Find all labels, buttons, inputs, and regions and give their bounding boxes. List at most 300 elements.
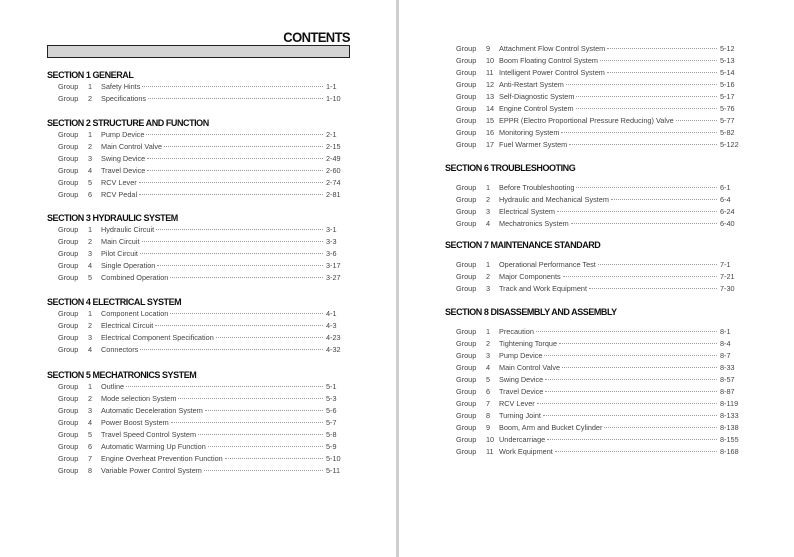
entry-title: Automatic Warming Up Function [101, 442, 206, 451]
entry-title: Intelligent Power Control System [499, 68, 605, 77]
toc-entry[interactable] [456, 284, 744, 294]
page-number: 5-8 [326, 430, 337, 439]
group-number: 6 [88, 442, 93, 451]
group-number: 11 [486, 447, 494, 456]
group-label: Group [456, 435, 477, 444]
group-label: Group [456, 68, 477, 77]
toc-entry[interactable] [58, 178, 350, 188]
group-label: Group [58, 333, 79, 342]
page-number: 3-3 [326, 237, 337, 246]
dot-leader [537, 403, 717, 404]
dot-leader [208, 446, 323, 447]
group-number: 4 [486, 363, 491, 372]
toc-entry[interactable] [456, 423, 744, 433]
group-label: Group [58, 82, 79, 91]
page-number: 6-1 [720, 183, 731, 192]
group-label: Group [456, 284, 477, 293]
toc-entry[interactable] [456, 351, 744, 361]
page-number: 4-1 [326, 309, 337, 318]
dot-leader [576, 187, 717, 188]
dot-leader [157, 265, 323, 266]
group-label: Group [58, 454, 79, 463]
page-number: 2-1 [326, 130, 337, 139]
entry-title: Combined Operation [101, 273, 169, 282]
dot-leader [571, 223, 717, 224]
page-number: 5-122 [720, 140, 739, 149]
group-label: Group [456, 140, 477, 149]
dot-leader [216, 337, 323, 338]
entry-title: Component Location [101, 309, 169, 318]
group-label: Group [58, 130, 79, 139]
entry-title: Engine Control System [499, 104, 574, 113]
dot-leader [607, 72, 717, 73]
dot-leader [139, 182, 323, 183]
entry-title: Variable Power Control System [101, 466, 202, 475]
entry-title: Outline [101, 382, 125, 391]
toc-entry[interactable] [456, 327, 744, 337]
page-number: 8-57 [720, 375, 735, 384]
group-number: 10 [486, 435, 495, 444]
entry-title: Mechatronics System [499, 219, 569, 228]
dot-leader [569, 144, 717, 145]
entry-title: Boom Floating Control System [499, 56, 598, 65]
group-number: 17 [486, 140, 495, 149]
toc-entry[interactable] [58, 166, 350, 176]
dot-leader [204, 470, 323, 471]
group-label: Group [58, 321, 79, 330]
group-number: 14 [486, 104, 495, 113]
page-number: 5-16 [720, 80, 735, 89]
group-label: Group [456, 351, 477, 360]
toc-entry[interactable] [456, 116, 744, 126]
dot-leader [148, 98, 323, 99]
dot-leader [576, 96, 717, 97]
toc-entry[interactable] [456, 128, 744, 138]
dot-leader [600, 60, 717, 61]
page-number: 8-168 [720, 447, 739, 456]
page-number: 2-60 [326, 166, 341, 175]
dot-leader [170, 277, 323, 278]
toc-entry[interactable] [58, 345, 350, 355]
toc-entry[interactable] [456, 375, 744, 385]
group-label: Group [456, 56, 477, 65]
group-number: 5 [88, 430, 93, 439]
dot-leader [561, 132, 717, 133]
entry-title: Main Control Valve [499, 363, 561, 372]
group-label: Group [58, 154, 79, 163]
group-label: Group [456, 339, 477, 348]
group-number: 3 [88, 406, 93, 415]
group-number: 15 [486, 116, 495, 125]
toc-entry[interactable] [456, 219, 744, 229]
entry-title: Boom, Arm and Bucket Cylinder [499, 423, 603, 432]
group-label: Group [456, 411, 477, 420]
group-label: Group [456, 447, 477, 456]
toc-entry[interactable] [456, 140, 744, 150]
section-heading: SECTION 5 MECHATRONICS SYSTEM [47, 370, 197, 380]
toc-entry[interactable] [456, 260, 744, 270]
group-number: 5 [486, 375, 491, 384]
title-bar [47, 45, 350, 58]
group-number: 2 [486, 339, 491, 348]
toc-entry[interactable] [58, 309, 350, 319]
group-number: 5 [88, 273, 93, 282]
dot-leader [198, 434, 323, 435]
page-number: 5-10 [326, 454, 341, 463]
page-number: 8-119 [720, 399, 739, 408]
dot-leader [146, 134, 323, 135]
dot-leader [142, 241, 323, 242]
page-number: 4-32 [326, 345, 341, 354]
dot-leader [545, 379, 717, 380]
dot-leader [576, 108, 717, 109]
toc-entry[interactable] [58, 142, 350, 152]
dot-leader [676, 120, 717, 121]
entry-title: EPPR (Electro Proportional Pressure Reducing) Valve [499, 116, 674, 125]
toc-entry[interactable] [58, 154, 350, 164]
entry-title: Operational Performance Test [499, 260, 596, 269]
group-number: 4 [486, 219, 491, 228]
toc-entry[interactable] [58, 382, 350, 392]
group-number: 5 [88, 178, 93, 187]
group-number: 3 [88, 249, 93, 258]
group-number: 1 [88, 82, 93, 91]
page-number: 3-27 [326, 273, 341, 282]
page-number: 5-13 [720, 56, 735, 65]
toc-entry[interactable] [456, 272, 744, 282]
group-label: Group [456, 387, 477, 396]
group-number: 3 [88, 154, 93, 163]
entry-title: Tightening Torque [499, 339, 558, 348]
toc-entry[interactable] [58, 82, 350, 92]
entry-title: Hydraulic Circuit [101, 225, 155, 234]
dot-leader [555, 451, 717, 452]
group-number: 3 [486, 207, 491, 216]
toc-entry[interactable] [58, 273, 350, 283]
dot-leader [139, 194, 323, 195]
group-label: Group [58, 261, 79, 270]
dot-leader [147, 170, 323, 171]
page-number: 3-6 [326, 249, 337, 258]
page-number: 2-74 [326, 178, 341, 187]
group-label: Group [456, 128, 477, 137]
toc-entry[interactable] [456, 447, 744, 457]
contents-title: CONTENTS [283, 29, 350, 46]
dot-leader [611, 199, 717, 200]
toc-entry[interactable] [456, 104, 744, 114]
group-label: Group [456, 207, 477, 216]
group-label: Group [58, 442, 79, 451]
page-number: 8-4 [720, 339, 731, 348]
entry-title: Travel Device [499, 387, 544, 396]
section-heading: SECTION 1 GENERAL [47, 70, 134, 80]
toc-entry[interactable] [456, 399, 744, 409]
entry-title: Specifications [101, 94, 147, 103]
page-number: 8-155 [720, 435, 739, 444]
toc-entry[interactable] [456, 363, 744, 373]
entry-title: RCV Lever [499, 399, 535, 408]
toc-entry[interactable] [58, 430, 350, 440]
group-number: 2 [486, 272, 491, 281]
entry-title: Precaution [499, 327, 534, 336]
dot-leader [171, 422, 323, 423]
entry-title: Engine Overheat Prevention Function [101, 454, 223, 463]
toc-entry[interactable] [58, 94, 350, 104]
group-label: Group [58, 94, 79, 103]
page-number: 5-7 [326, 418, 337, 427]
toc-entry[interactable] [456, 68, 744, 78]
page-number: 3-17 [326, 261, 341, 270]
page-number: 8-33 [720, 363, 735, 372]
group-label: Group [58, 225, 79, 234]
entry-title: Pump Device [499, 351, 543, 360]
entry-title: Fuel Warmer System [499, 140, 568, 149]
toc-entry[interactable] [58, 333, 350, 343]
dot-leader [140, 349, 323, 350]
group-number: 13 [486, 92, 495, 101]
group-number: 1 [88, 130, 93, 139]
group-label: Group [456, 327, 477, 336]
toc-entry[interactable] [456, 92, 744, 102]
page-number: 2-15 [326, 142, 341, 151]
entry-title: Swing Device [499, 375, 544, 384]
group-label: Group [456, 260, 477, 269]
group-label: Group [58, 309, 79, 318]
group-number: 11 [486, 68, 494, 77]
entry-title: Travel Speed Control System [101, 430, 197, 439]
dot-leader [156, 229, 323, 230]
dot-leader [147, 158, 323, 159]
entry-title: Travel Device [101, 166, 146, 175]
group-number: 2 [486, 195, 491, 204]
group-number: 4 [88, 345, 93, 354]
toc-entry[interactable] [58, 249, 350, 259]
group-number: 3 [486, 284, 491, 293]
group-number: 8 [88, 466, 93, 475]
group-label: Group [456, 80, 477, 89]
dot-leader [155, 325, 323, 326]
entry-title: Major Components [499, 272, 561, 281]
group-label: Group [58, 382, 79, 391]
group-number: 1 [88, 309, 93, 318]
group-number: 1 [88, 382, 93, 391]
toc-entry[interactable] [456, 44, 744, 54]
dot-leader [562, 367, 717, 368]
entry-title: Attachment Flow Control System [499, 44, 606, 53]
dot-leader [544, 355, 717, 356]
group-label: Group [58, 466, 79, 475]
entry-title: Electrical System [499, 207, 555, 216]
group-label: Group [456, 219, 477, 228]
entry-title: RCV Lever [101, 178, 137, 187]
page-number: 7-21 [720, 272, 735, 281]
entry-title: Mode selection System [101, 394, 177, 403]
toc-entry[interactable] [58, 466, 350, 476]
group-number: 12 [486, 80, 495, 89]
group-label: Group [456, 44, 477, 53]
group-number: 6 [486, 387, 491, 396]
dot-leader [536, 331, 717, 332]
group-number: 1 [486, 260, 491, 269]
group-number: 1 [486, 183, 491, 192]
group-number: 2 [88, 237, 93, 246]
page-number: 5-12 [720, 44, 735, 53]
group-label: Group [456, 399, 477, 408]
group-label: Group [58, 237, 79, 246]
page-number: 4-23 [326, 333, 341, 342]
entry-title: Before Troubleshooting [499, 183, 575, 192]
group-number: 2 [88, 94, 93, 103]
toc-entry[interactable] [58, 406, 350, 416]
group-number: 1 [88, 225, 93, 234]
toc-entry[interactable] [58, 237, 350, 247]
entry-title: Undercarriage [499, 435, 546, 444]
group-number: 3 [88, 333, 93, 342]
toc-entry[interactable] [456, 435, 744, 445]
group-label: Group [456, 195, 477, 204]
page-number: 6-4 [720, 195, 731, 204]
group-label: Group [58, 166, 79, 175]
group-label: Group [58, 394, 79, 403]
entry-title: Anti-Restart System [499, 80, 564, 89]
entry-title: Electrical Component Specification [101, 333, 214, 342]
entry-title: Main Control Valve [101, 142, 163, 151]
page-number: 5-6 [326, 406, 337, 415]
group-label: Group [456, 116, 477, 125]
group-label: Group [58, 406, 79, 415]
entry-title: Connectors [101, 345, 139, 354]
page-number: 5-11 [326, 466, 341, 475]
toc-entry[interactable] [456, 80, 744, 90]
entry-title: Self-Diagnostic System [499, 92, 575, 101]
group-label: Group [58, 418, 79, 427]
group-label: Group [58, 142, 79, 151]
group-number: 7 [88, 454, 93, 463]
left-page [0, 0, 396, 557]
page-number: 8-138 [720, 423, 739, 432]
entry-title: Swing Device [101, 154, 146, 163]
dot-leader [170, 313, 323, 314]
entry-title: Safety Hints [101, 82, 141, 91]
group-label: Group [456, 183, 477, 192]
group-number: 3 [486, 351, 491, 360]
right-page [399, 0, 794, 557]
page-number: 8-133 [720, 411, 739, 420]
page-number: 3-1 [326, 225, 337, 234]
group-label: Group [456, 423, 477, 432]
toc-entry[interactable] [58, 442, 350, 452]
section-heading: SECTION 8 DISASSEMBLY AND ASSEMBLY [445, 307, 617, 317]
group-number: 2 [88, 142, 93, 151]
entry-title: RCV Pedal [101, 190, 138, 199]
page-number: 7-30 [720, 284, 735, 293]
group-label: Group [456, 375, 477, 384]
toc-entry[interactable] [456, 339, 744, 349]
dot-leader [604, 427, 717, 428]
toc-entry[interactable] [58, 190, 350, 200]
page-number: 6-40 [720, 219, 735, 228]
dot-leader [563, 276, 717, 277]
entry-title: Monitoring System [499, 128, 560, 137]
toc-entry[interactable] [58, 261, 350, 271]
section-heading: SECTION 2 STRUCTURE AND FUNCTION [47, 118, 209, 128]
dot-leader [142, 86, 323, 87]
toc-entry[interactable] [456, 183, 744, 193]
toc-entry[interactable] [58, 225, 350, 235]
entry-title: Work Equipment [499, 447, 553, 456]
group-number: 6 [88, 190, 93, 199]
dot-leader [178, 398, 323, 399]
toc-entry[interactable] [58, 418, 350, 428]
group-label: Group [58, 178, 79, 187]
toc-entry[interactable] [58, 321, 350, 331]
entry-title: Pilot Circuit [101, 249, 138, 258]
page-number: 8-87 [720, 387, 735, 396]
toc-entry[interactable] [58, 394, 350, 404]
group-number: 7 [486, 399, 491, 408]
page-number: 8-7 [720, 351, 731, 360]
group-number: 4 [88, 166, 93, 175]
toc-entry[interactable] [456, 207, 744, 217]
group-label: Group [456, 272, 477, 281]
page-number: 5-76 [720, 104, 735, 113]
dot-leader [225, 458, 323, 459]
entry-title: Hydraulic and Mechanical System [499, 195, 609, 204]
toc-entry[interactable] [58, 130, 350, 140]
entry-title: Single Operation [101, 261, 156, 270]
group-label: Group [58, 190, 79, 199]
group-label: Group [456, 363, 477, 372]
page-number: 6-24 [720, 207, 735, 216]
section-heading: SECTION 4 ELECTRICAL SYSTEM [47, 297, 182, 307]
group-number: 8 [486, 411, 491, 420]
group-number: 10 [486, 56, 495, 65]
page-number: 5-14 [720, 68, 735, 77]
dot-leader [545, 391, 717, 392]
page-number: 2-81 [326, 190, 341, 199]
page-number: 7-1 [720, 260, 731, 269]
dot-leader [589, 288, 717, 289]
group-number: 9 [486, 44, 491, 53]
entry-title: Automatic Deceleration System [101, 406, 203, 415]
group-label: Group [58, 273, 79, 282]
dot-leader [547, 439, 717, 440]
toc-entry[interactable] [456, 387, 744, 397]
group-number: 4 [88, 418, 93, 427]
dot-leader [205, 410, 323, 411]
entry-title: Power Boost System [101, 418, 169, 427]
group-number: 9 [486, 423, 491, 432]
dot-leader [543, 415, 717, 416]
toc-entry[interactable] [456, 195, 744, 205]
group-number: 2 [88, 394, 93, 403]
entry-title: Pump Device [101, 130, 145, 139]
toc-entry[interactable] [456, 56, 744, 66]
group-number: 2 [88, 321, 93, 330]
page-number: 1-10 [326, 94, 341, 103]
entry-title: Main Circuit [101, 237, 140, 246]
toc-entry[interactable] [456, 411, 744, 421]
dot-leader [559, 343, 717, 344]
section-heading: SECTION 7 MAINTENANCE STANDARD [445, 240, 601, 250]
section-heading: SECTION 3 HYDRAULIC SYSTEM [47, 213, 178, 223]
toc-entry[interactable] [58, 454, 350, 464]
group-label: Group [58, 249, 79, 258]
entry-title: Electrical Circuit [101, 321, 154, 330]
page-number: 2-49 [326, 154, 341, 163]
dot-leader [607, 48, 717, 49]
dot-leader [126, 386, 323, 387]
